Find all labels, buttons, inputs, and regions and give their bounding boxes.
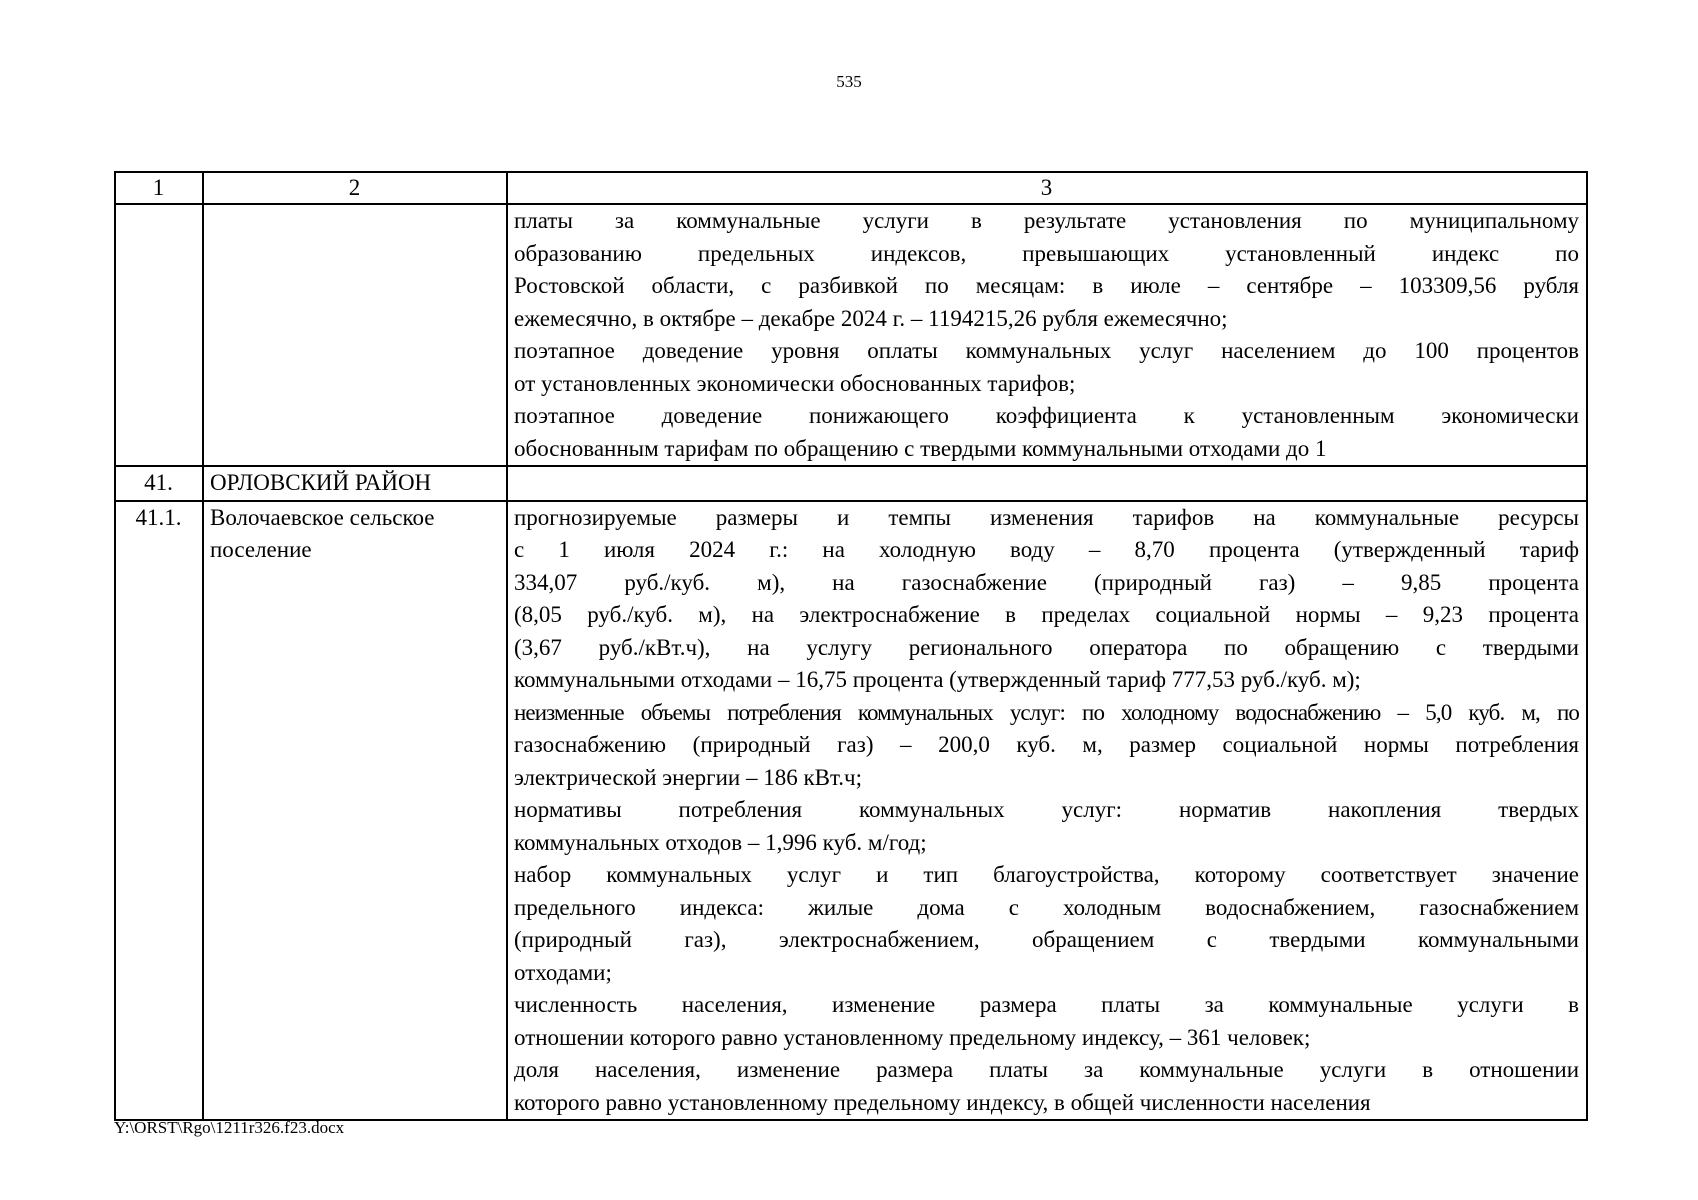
text-line: которого равно установленному предельному индексу, в общей численности населения <box>514 1089 1371 1115</box>
text-line: коммунальными отходами – 16,75 процента (утвержденный тариф 777,53 руб./куб. м); <box>514 667 1361 692</box>
text-line: отношении которого равно установленному предельному индексу, – 361 человек; <box>514 1024 1311 1050</box>
text-line: поэтапное доведение понижающего коэффициента к установленным экономически <box>514 403 1579 428</box>
text-line: образованию предельных индексов, превышающих установленный индекс по <box>514 240 1579 266</box>
row-name-cell: Волочаевское сельское поселение <box>203 501 507 1121</box>
text-line: 334,07 руб./куб. м), на газоснабжение (природный газ) – 9,85 процента <box>514 569 1579 595</box>
text-line: (8,05 руб./куб. м), на электроснабжение в пределах социальной нормы – 9,23 процента <box>514 602 1579 627</box>
table-row <box>115 501 1587 1121</box>
table-header-row <box>115 172 1587 204</box>
description-paragraph <box>514 989 1579 1054</box>
row-number-cell <box>115 204 203 466</box>
text-line: нормативы потребления коммунальных услуг: норматив накопления твердых <box>514 797 1579 822</box>
row-description-cell <box>507 501 1587 1121</box>
description-paragraph <box>514 1054 1579 1119</box>
header-cell-3: 3 <box>507 172 1587 204</box>
row-number-cell: 41.1. <box>115 501 203 1121</box>
description-paragraph <box>514 502 1579 697</box>
description-paragraph <box>514 794 1579 859</box>
text-line: газоснабжению (природный газ) – 200,0 куб. м, размер социальной нормы потребления <box>514 732 1579 757</box>
text-line: Ростовской области, с разбивкой по месяцам: в июле – сентябре – 103309,56 рубля <box>514 273 1579 298</box>
row-name-cell <box>203 204 507 466</box>
text-line: предельного индекса: жилые дома с холодным водоснабжением, газоснабжением <box>514 894 1579 920</box>
page-number: 535 <box>836 72 862 91</box>
header-cell-1: 1 <box>115 172 203 204</box>
text-line: доля населения, изменение размера платы за коммунальные услуги в отношении <box>514 1057 1579 1082</box>
document-table <box>114 171 1588 1121</box>
description-paragraph <box>514 400 1579 465</box>
description-paragraph <box>514 859 1579 989</box>
text-line: ежемесячно, в октябре – декабре 2024 г. – 1194215,26 рубля ежемесячно; <box>514 305 1228 331</box>
file-path: Y:\ORST\Rgo\1211r326.f23.docx <box>114 1118 345 1137</box>
header-cell-2: 2 <box>203 172 507 204</box>
text-line: (природный газ), электроснабжением, обращением с твердыми коммунальными <box>514 927 1579 952</box>
text-line: (3,67 руб./кВт.ч), на услугу регионального оператора по обращению с твердыми <box>514 634 1579 660</box>
text-line: отходами; <box>514 959 612 985</box>
text-line: платы за коммунальные услуги в результате установления по муниципальному <box>514 208 1579 233</box>
text-line: от установленных экономически обоснованных тарифов; <box>514 370 1076 396</box>
text-line: неизменные объемы потребления коммунальных услуг: по холодному водоснабжению – 5,0 куб. м, по <box>514 699 1579 725</box>
row-description-cell <box>507 466 1587 501</box>
text-line: прогнозируемые размеры и темпы изменения тарифов на коммунальные ресурсы <box>514 504 1579 530</box>
text-line: численность населения, изменение размера платы за коммунальные услуги в <box>514 992 1579 1017</box>
table-row <box>115 204 1587 466</box>
text-line: электрической энергии – 186 кВт.ч; <box>514 764 863 790</box>
text-line: поэтапное доведение уровня оплаты коммунальных услуг населением до 100 процентов <box>514 338 1579 363</box>
row-name-cell: ОРЛОВСКИЙ РАЙОН <box>203 466 507 501</box>
description-paragraph <box>514 697 1579 795</box>
row-description-cell <box>507 204 1587 466</box>
description-paragraph <box>514 335 1579 400</box>
description-paragraph <box>514 205 1579 335</box>
text-line: коммунальных отходов – 1,996 куб. м/год; <box>514 829 927 855</box>
text-line: набор коммунальных услуг и тип благоустройства, которому соответствует значение <box>514 862 1579 887</box>
text-line: с 1 июля 2024 г.: на холодную воду – 8,70 процента (утвержденный тариф <box>514 537 1579 562</box>
table-row <box>115 466 1587 501</box>
row-number-cell: 41. <box>115 466 203 501</box>
text-line: обоснованным тарифам по обращению с твердыми коммунальными отходами до 1 <box>514 435 1327 461</box>
